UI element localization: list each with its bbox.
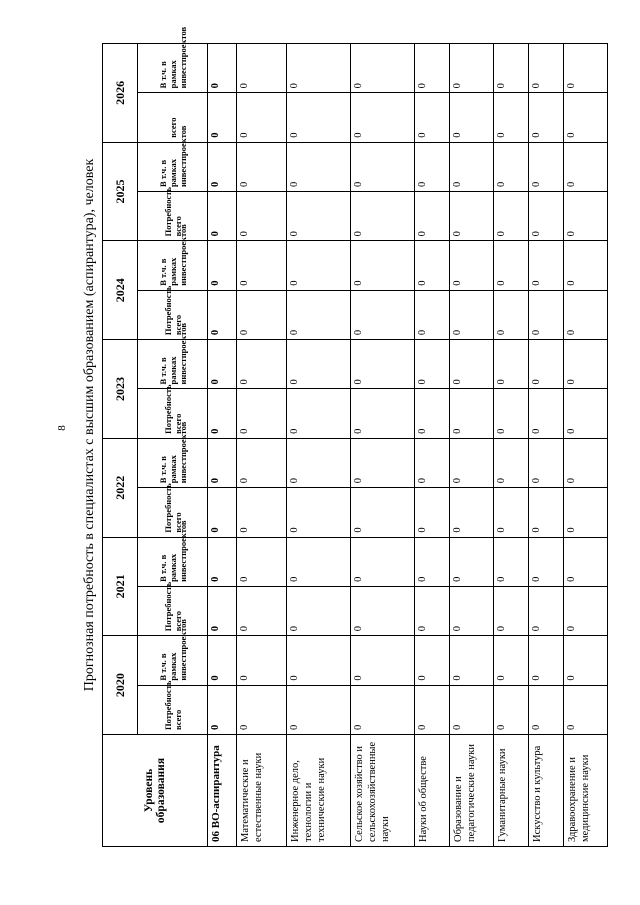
year-header: 2020 [103,636,138,735]
table-cell: 0 [350,43,414,92]
table-cell: 0 [236,636,287,685]
table-cell: 0 [208,340,237,389]
table-row [350,43,414,846]
table-cell: 0 [414,537,449,586]
invest-projects-header: В т.ч. в рамках инвестпроектов [138,438,208,487]
table-cell: 0 [414,488,449,537]
table-cell: 0 [493,241,528,290]
table-cell: 0 [493,488,528,537]
page-title: Прогнозная потребность в специалистах с высшим образованием (аспирантура), человек [82,158,97,692]
table-cell: 0 [287,340,351,389]
table-cell: 0 [208,537,237,586]
table-cell: 0 [564,586,608,635]
table-cell: 0 [449,340,493,389]
table-cell: 0 [350,685,414,734]
table-cell: 0 [287,537,351,586]
table-cell: 0 [350,389,414,438]
row-label: Инженерное дело, технологии и технические науки [287,735,351,847]
table-cell: 0 [528,142,563,191]
row-label: Математические и естественные науки [236,735,287,847]
table-cell: 0 [236,488,287,537]
table-cell: 0 [236,537,287,586]
table-cell: 0 [287,488,351,537]
table-cell: 0 [236,340,287,389]
table-cell: 0 [414,192,449,241]
table-cell: 0 [449,389,493,438]
table-cell: 0 [208,488,237,537]
table-cell: 0 [208,192,237,241]
table-cell: 0 [528,488,563,537]
row-label: Гуманитарные науки [493,735,528,847]
table-cell: 0 [528,93,563,142]
table-cell: 0 [449,636,493,685]
table-cell: 0 [287,389,351,438]
table-cell: 0 [236,438,287,487]
invest-projects-header: В т.ч. в рамках инвестпроектов [138,537,208,586]
table-cell: 0 [564,685,608,734]
table-row [208,43,237,846]
table-cell: 0 [449,488,493,537]
row-label: Сельское хозяйство и сельскохозяйственные науки [350,735,414,847]
table-cell: 0 [236,43,287,92]
table-cell: 0 [414,636,449,685]
table-cell: 0 [528,636,563,685]
table-row [449,43,493,846]
table-cell: 0 [528,340,563,389]
table-cell: 0 [449,537,493,586]
table-cell: 0 [208,636,237,685]
table-cell: 0 [236,93,287,142]
table-cell: 0 [528,537,563,586]
table-cell: 0 [493,43,528,92]
row-label: Искусство и культура [528,735,563,847]
table-cell: 0 [564,340,608,389]
table-cell: 0 [564,241,608,290]
table-cell: 0 [236,586,287,635]
table-cell: 0 [414,685,449,734]
table-cell: 0 [208,142,237,191]
table-cell: 0 [414,586,449,635]
total-need-header: Потребность всего [138,488,208,537]
table-cell: 0 [493,438,528,487]
table-cell: 0 [414,142,449,191]
table-cell: 0 [564,290,608,339]
table-cell: 0 [449,192,493,241]
table-cell: 0 [564,488,608,537]
table-cell: 0 [350,586,414,635]
table-cell: 0 [564,142,608,191]
table-cell: 0 [449,685,493,734]
table-cell: 0 [350,290,414,339]
year-header: 2021 [103,537,138,636]
table-cell: 0 [449,438,493,487]
table-cell: 0 [528,586,563,635]
table-cell: 0 [414,340,449,389]
row-label: 06 ВО-аспирантура [208,735,237,847]
total-need-header: Потребность всего [138,290,208,339]
table-cell: 0 [414,438,449,487]
table-cell: 0 [414,290,449,339]
table-cell: 0 [414,43,449,92]
table-cell: 0 [528,241,563,290]
table-cell: 0 [208,43,237,92]
table-cell: 0 [236,290,287,339]
table-cell: 0 [493,142,528,191]
table-row [493,43,528,846]
table-cell: 0 [564,43,608,92]
table-cell: 0 [493,537,528,586]
table-cell: 0 [449,290,493,339]
table-cell: 0 [493,93,528,142]
table-cell: 0 [449,43,493,92]
table-cell: 0 [528,43,563,92]
table-cell: 0 [208,290,237,339]
table-cell: 0 [236,142,287,191]
table-cell: 0 [236,241,287,290]
subheader-row [138,43,208,846]
page-number: 8 [56,425,68,431]
table-cell: 0 [528,192,563,241]
table-cell: 0 [208,438,237,487]
year-header: 2022 [103,438,138,537]
year-header: 2025 [103,142,138,241]
forecast-table [102,26,608,847]
table-cell: 0 [414,241,449,290]
level-header: Уровень образования [103,735,208,847]
table-row [236,43,287,846]
table-row [564,43,608,846]
table-cell: 0 [208,389,237,438]
table-cell: 0 [414,389,449,438]
table-cell: 0 [564,389,608,438]
table-cell: 0 [208,586,237,635]
table-cell: 0 [449,241,493,290]
table-cell: 0 [236,192,287,241]
table-cell: 0 [528,389,563,438]
table-cell: 0 [493,636,528,685]
table-cell: 0 [350,241,414,290]
total-need-header: Потребность всего [138,389,208,438]
table-cell: 0 [287,93,351,142]
total-need-header: Потребность всего [138,685,208,734]
table-cell: 0 [350,142,414,191]
invest-projects-header: В т.ч. в рамках инвестпроектов [138,340,208,389]
table-cell: 0 [350,340,414,389]
row-label: Образование и педагогические науки [449,735,493,847]
table-cell: 0 [449,142,493,191]
table-cell: 0 [493,389,528,438]
year-header: 2026 [103,43,138,142]
table-cell: 0 [350,93,414,142]
table-cell: 0 [493,192,528,241]
table-cell: 0 [350,438,414,487]
table-cell: 0 [287,636,351,685]
table-cell: 0 [287,241,351,290]
table-cell: 0 [287,290,351,339]
table-cell: 0 [564,192,608,241]
row-label: Здравоохранение и медицинские науки [564,735,608,847]
table-cell: 0 [493,586,528,635]
table-cell: 0 [287,142,351,191]
invest-projects-header: В т.ч. в рамках инвестпроектов [138,142,208,191]
table-cell: 0 [236,389,287,438]
table-cell: 0 [287,586,351,635]
table-row [528,43,563,846]
table-cell: 0 [414,93,449,142]
invest-projects-header: В т.ч. в рамках инвестпроектов [138,241,208,290]
table-cell: 0 [564,636,608,685]
table-cell: 0 [350,192,414,241]
table-cell: 0 [287,438,351,487]
table-cell: 0 [528,438,563,487]
table-cell: 0 [449,586,493,635]
table-row [287,43,351,846]
table-cell: 0 [564,438,608,487]
table-cell: 0 [449,93,493,142]
table-cell: 0 [564,93,608,142]
table-cell: 0 [528,290,563,339]
table-cell: 0 [493,290,528,339]
invest-projects-header: В т.ч. в рамках инвестпроектов [138,636,208,685]
year-header: 2024 [103,241,138,340]
table-cell: 0 [528,685,563,734]
row-label: Науки об обществе [414,735,449,847]
forecast-table-container [102,26,608,847]
table-cell: 0 [350,636,414,685]
table-cell: 0 [493,685,528,734]
table-cell: 0 [350,537,414,586]
table-body [208,43,608,846]
table-row [414,43,449,846]
table-cell: 0 [236,685,287,734]
total-need-header: Потребность всего [138,586,208,635]
table-cell: 0 [287,685,351,734]
table-cell: 0 [287,43,351,92]
table-cell: 0 [287,192,351,241]
invest-projects-header: В т.ч. в рамках инвестпроектов [138,43,208,92]
total-need-header: всего [138,93,208,142]
table-cell: 0 [493,340,528,389]
table-cell: 0 [208,93,237,142]
table-cell: 0 [564,537,608,586]
year-header-row [103,43,138,846]
total-need-header: Потребность всего [138,192,208,241]
rotated-table-frame [102,26,608,847]
table-cell: 0 [208,685,237,734]
table-cell: 0 [350,488,414,537]
table-cell: 0 [208,241,237,290]
year-header: 2023 [103,340,138,439]
